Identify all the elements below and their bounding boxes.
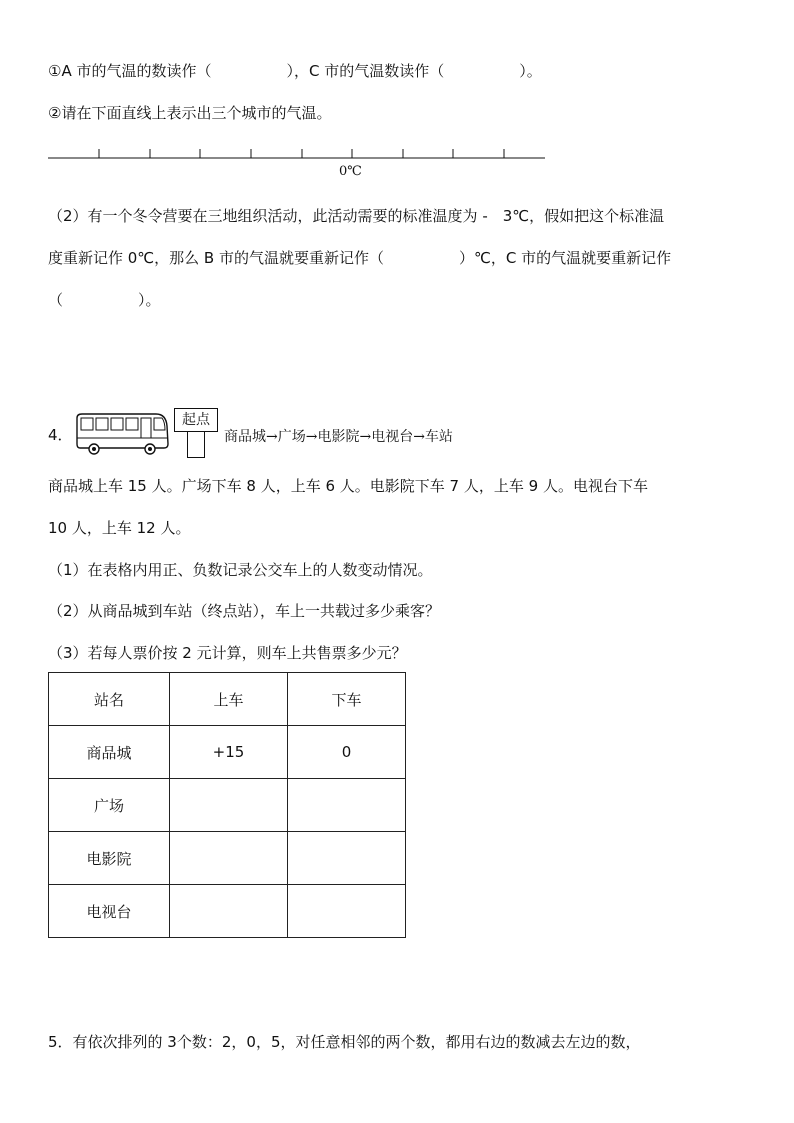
- station-name: 广场: [49, 779, 170, 832]
- passenger-table: [48, 672, 406, 938]
- question-4-text-2: 10 人，上车 12 人。: [48, 519, 191, 537]
- bus-icon: [74, 412, 170, 456]
- alight-cell[interactable]: 0: [288, 726, 406, 779]
- question-4-sub-3: （3）若每人票价按 2 元计算，则车上共售票多少元？: [48, 644, 407, 662]
- board-cell[interactable]: [170, 779, 288, 832]
- part2-line-2: 度重新记作 0℃，那么 B 市的气温就要重新记作（ ）℃，C 市的气温就要重新记作: [48, 249, 672, 267]
- number-line: [48, 148, 548, 188]
- question-4-sub-1: （1）在表格内用正、负数记录公交车上的人数变动情况。: [48, 561, 433, 579]
- zero-degree-label: 0℃: [339, 164, 362, 179]
- board-cell[interactable]: [170, 832, 288, 885]
- board-cell[interactable]: +15: [170, 726, 288, 779]
- station-name: 商品城: [49, 726, 170, 779]
- header-board: 上车: [170, 673, 288, 726]
- board-cell[interactable]: [170, 885, 288, 938]
- header-alight: 下车: [288, 673, 406, 726]
- question-1-read-temperature: ①A 市的气温的数读作（ ），C 市的气温数读作（ ）。: [48, 62, 542, 80]
- question-4-sub-2: （2）从商品城到车站（终点站），车上一共载过多少乘客？: [48, 602, 441, 620]
- question-2-number-line-instruction: ②请在下面直线上表示出三个城市的气温。: [48, 104, 332, 122]
- table-row: [49, 885, 406, 938]
- question-5-text: 5．有依次排列的 3个数：2，0，5，对任意相邻的两个数，都用右边的数减去左边的数，: [48, 1033, 641, 1051]
- number-line-drawing: [48, 148, 548, 188]
- part2-line-1: （2）有一个冬令营要在三地组织活动，此活动需要的标准温度为 - 3℃，假如把这个标准温: [48, 207, 665, 225]
- table-row: [49, 726, 406, 779]
- question-4-header: [48, 408, 548, 458]
- start-sign: 起点: [174, 408, 218, 432]
- table-header-row: [49, 673, 406, 726]
- alight-cell[interactable]: [288, 779, 406, 832]
- station-name: 电视台: [49, 885, 170, 938]
- station-name: 电影院: [49, 832, 170, 885]
- question-4-text-1: 商品城上车 15 人。广场下车 8 人，上车 6 人。电影院下车 7 人，上车 9 人。电视台下车: [48, 477, 648, 495]
- bus-route: 商品城→广场→电影院→电视台→车站: [224, 429, 453, 445]
- table-row: [49, 779, 406, 832]
- table-row: [49, 832, 406, 885]
- alight-cell[interactable]: [288, 885, 406, 938]
- part2-line-3: （ ）。: [48, 291, 161, 309]
- question-4-number: 4．: [48, 426, 73, 444]
- start-sign-post: [187, 431, 205, 458]
- header-station: 站名: [49, 673, 170, 726]
- alight-cell[interactable]: [288, 832, 406, 885]
